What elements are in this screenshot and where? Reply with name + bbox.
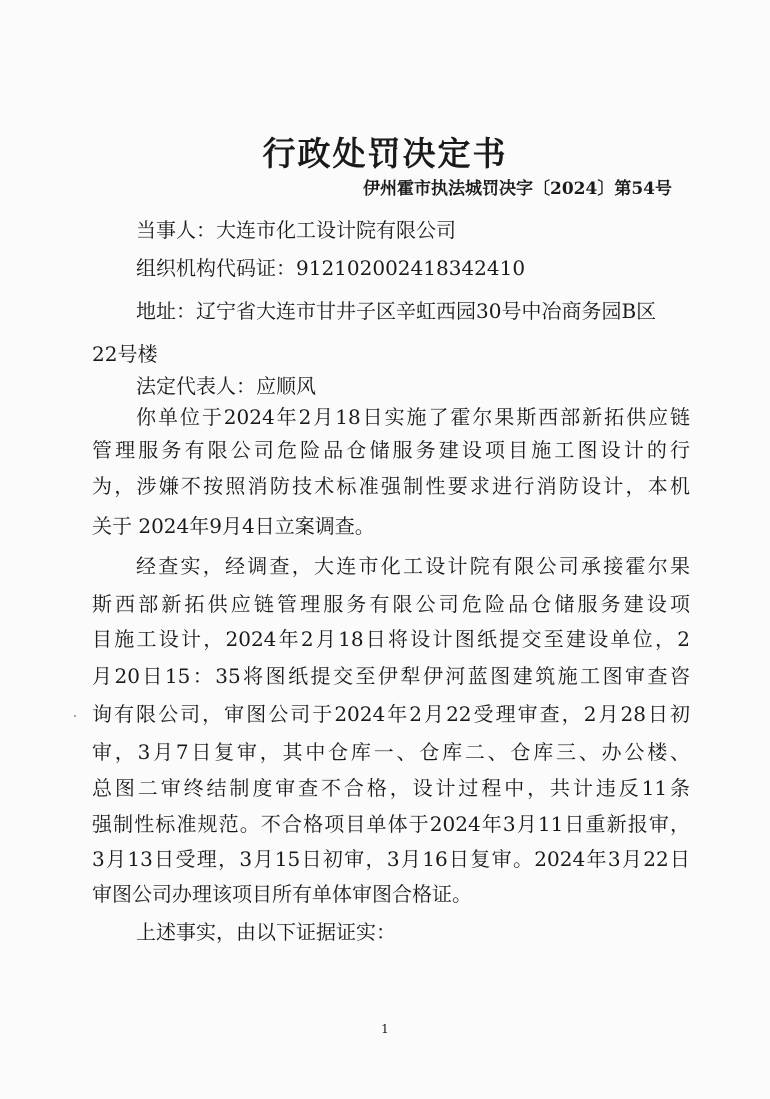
paragraph-2-line: 总图二审终结制度审查不合格，设计过程中，共计违反11条 [92,776,690,800]
paragraph-2-line: 审图公司办理该项目所有单体审图合格证。 [92,882,472,906]
evidence-intro-line: 上述事实，由以下证据证实： [136,920,396,944]
paragraph-1-line: 为，涉嫌不按照消防技术标准强制性要求进行消防设计，本机 [92,474,690,498]
page-number: 1 [381,1022,389,1036]
paragraph-2-line: 斯西部新拓供应链管理服务有限公司危险品仓储服务建设项 [92,592,690,616]
paragraph-1-line: 管理服务有限公司危险品仓储服务建设项目施工图设计的行 [92,438,690,462]
document-number: 伊州霍市执法城罚决字〔2024〕第54号 [363,179,672,199]
paragraph-2-line: 询有限公司，审图公司于2024年2月22受理审查，2月28日初 [92,702,690,726]
paragraph-2-line: 月20日15：35将图纸提交至伊犁伊河蓝图建筑施工图审查咨 [92,664,690,688]
paragraph-2-line: 审，3月7日复审，其中仓库一、仓库二、仓库三、办公楼、 [92,740,690,764]
party-line: 当事人：大连市化工设计院有限公司 [136,218,456,242]
paragraph-2-line: 目施工设计，2024年2月18日将设计图纸提交至建设单位，2 [92,627,690,651]
org-code-line: 组织机构代码证：912102002418342410 [136,256,526,280]
legal-representative-line: 法定代表人：应顺风 [136,374,316,398]
paragraph-2-line: 3月13日受理，3月15日初审，3月16日复审。2024年3月22日 [92,847,690,871]
scan-speck [74,715,76,717]
paragraph-1-line: 你单位于2024年2月18日实施了霍尔果斯西部新拓供应链 [136,405,690,429]
paragraph-2-line: 强制性标准规范。不合格项目单体于2024年3月11日重新报审， [92,812,690,836]
address-line-continued: 22号楼 [92,342,158,366]
paragraph-2-line: 经查实，经调查，大连市化工设计院有限公司承接霍尔果 [136,554,690,578]
address-line: 地址：辽宁省大连市甘井子区辛虹西园30号中冶商务园B区 [136,299,657,323]
paragraph-1-line: 关于 2024年9月4日立案调查。 [92,514,375,538]
document-title: 行政处罚决定书 [262,134,508,173]
